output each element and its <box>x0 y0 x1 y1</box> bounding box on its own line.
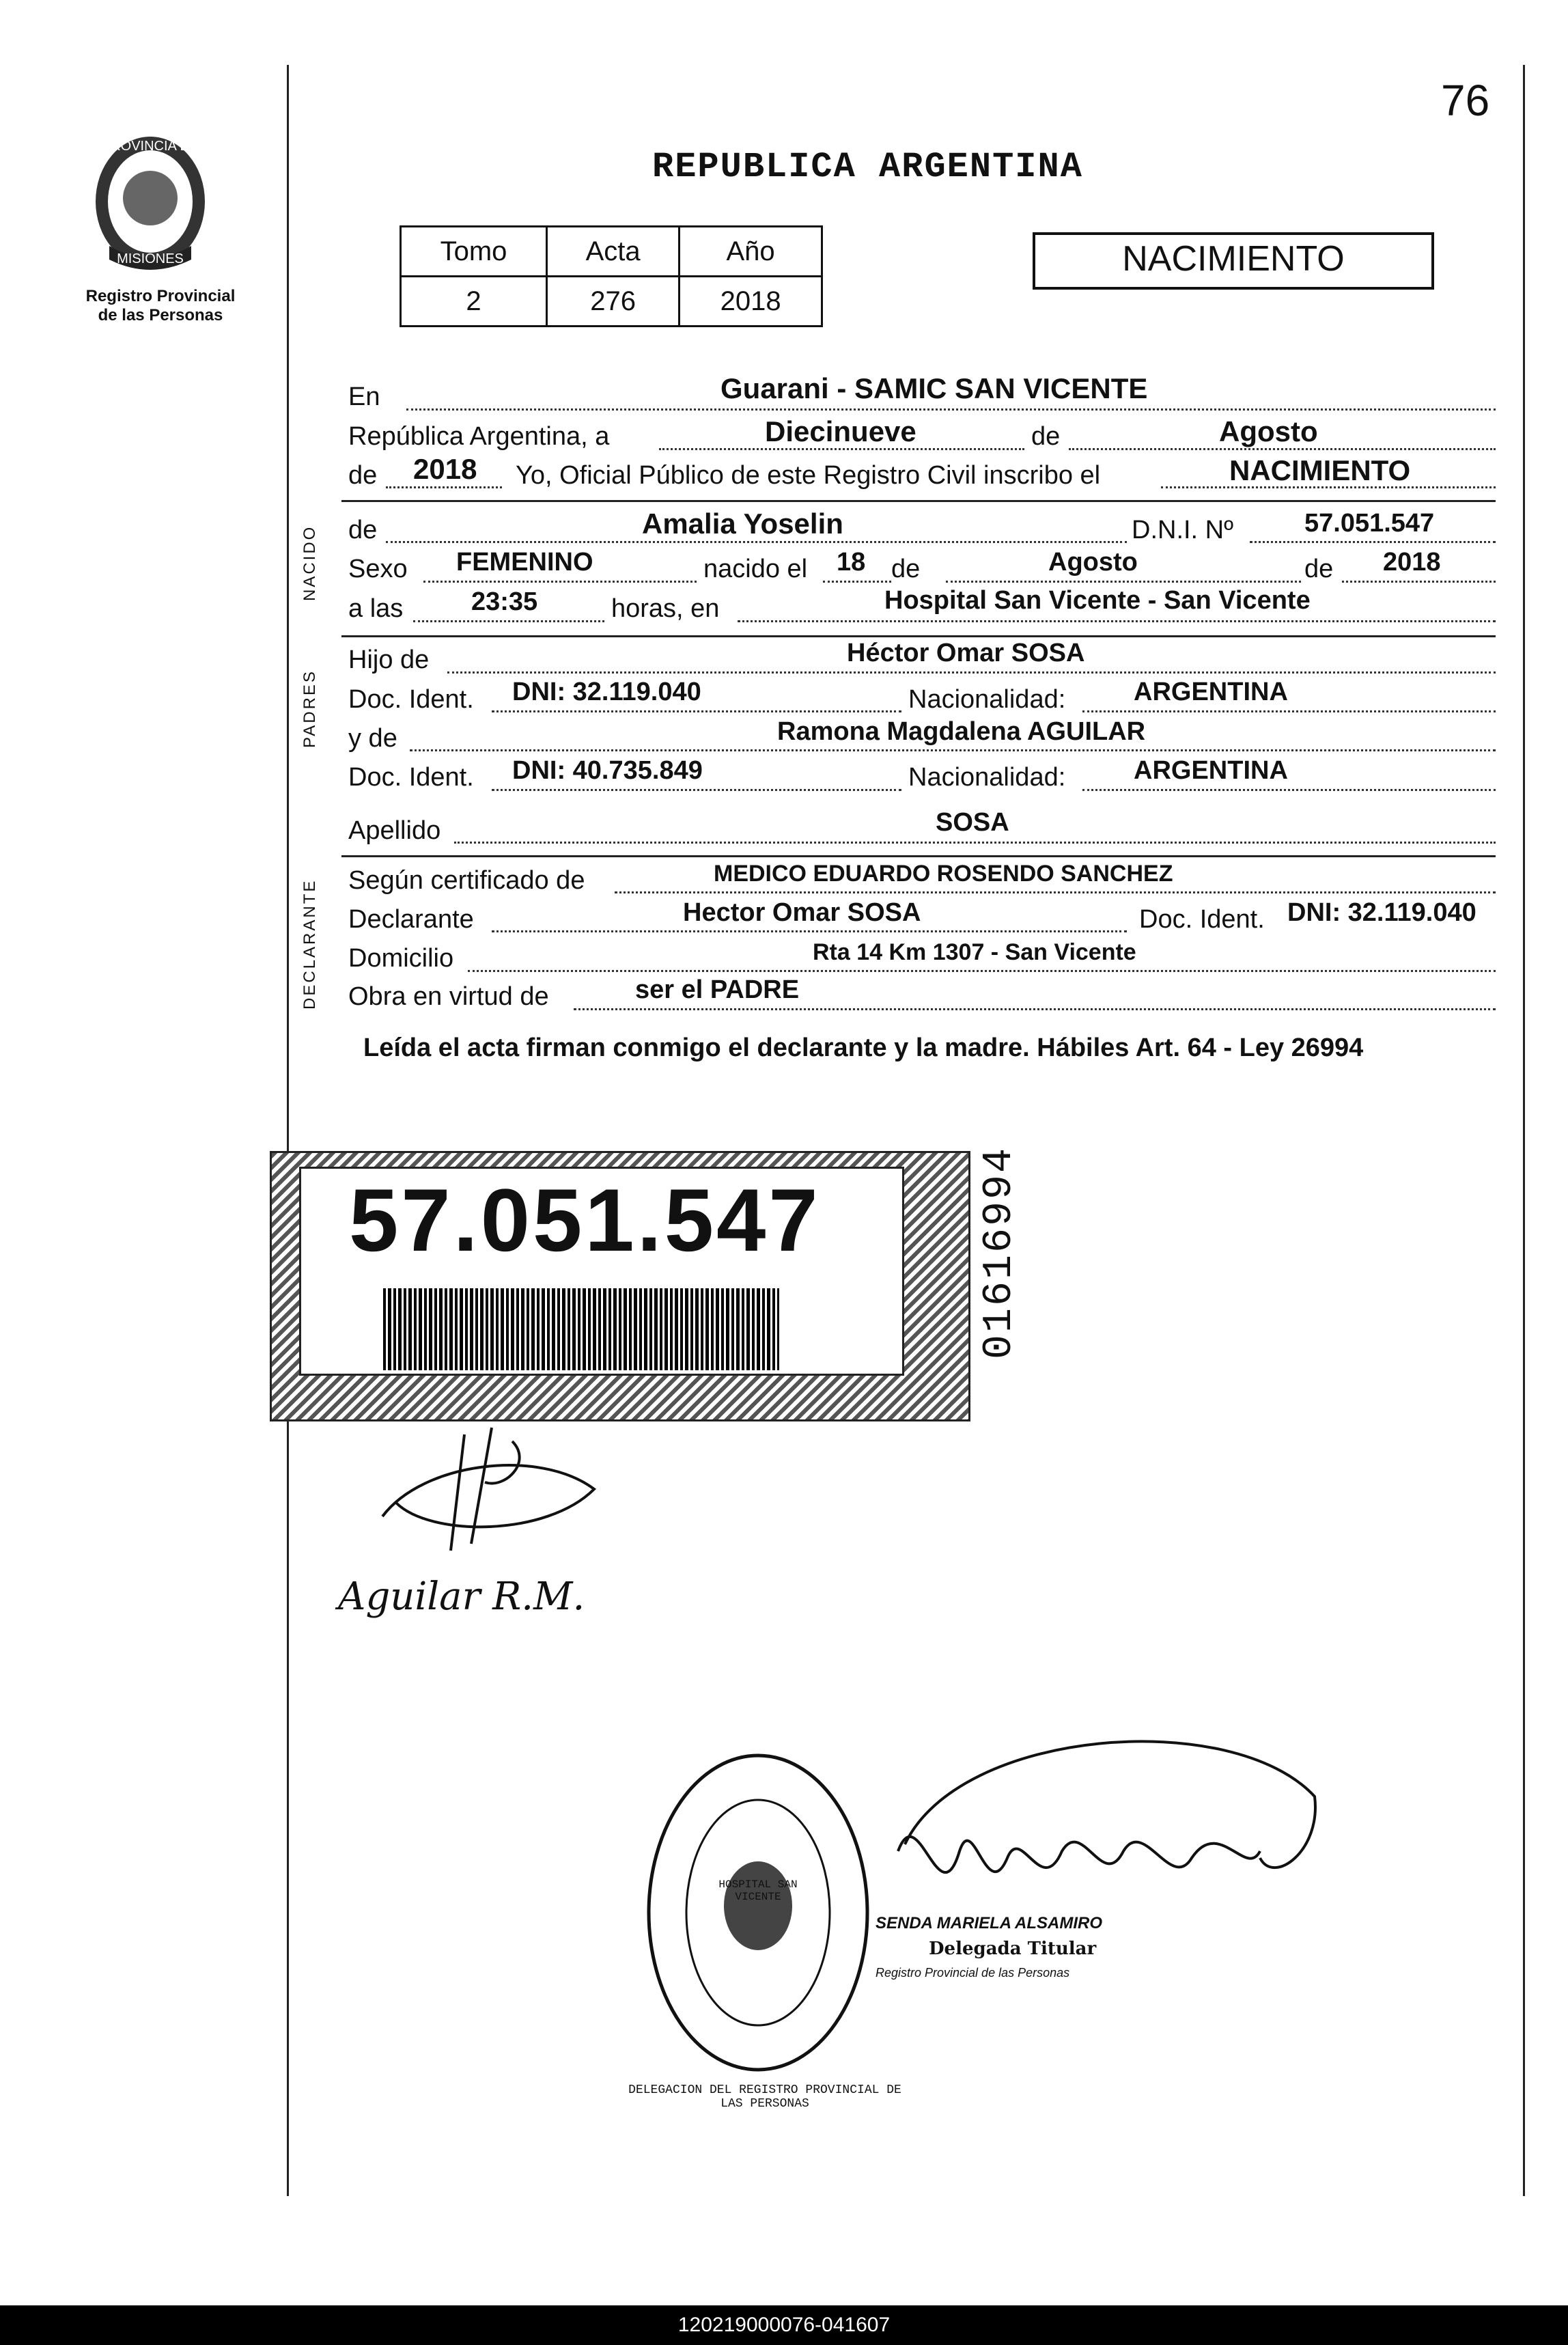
nacido-label: nacido el <box>703 555 808 583</box>
officer-role: Delegada Titular <box>929 1939 1097 1959</box>
nacionalidad2-label: Nacionalidad: <box>908 763 1066 792</box>
declarante-doc-value: DNI: 32.119.040 <box>1287 898 1476 927</box>
margin-line-left <box>287 65 289 2196</box>
nac-anio-value: 2018 <box>1383 548 1441 577</box>
header-acta: Acta <box>547 227 680 277</box>
hora-dots <box>413 620 604 622</box>
mother-signature-name: Aguilar R.M. <box>338 1574 585 1619</box>
dia-value: Diecinueve <box>765 415 916 447</box>
registry-label-line1: Registro Provincial <box>85 287 236 305</box>
officer-name: SENDA MARIELA ALSAMIRO <box>876 1914 1102 1932</box>
dni-value: 57.051.547 <box>1304 509 1435 538</box>
sticker-serial: 01616994 <box>977 1146 1023 1359</box>
nac-dia-dots <box>823 581 891 583</box>
horas-label: horas, en <box>611 594 720 623</box>
barcode-label <box>299 1167 904 1376</box>
stamp-inner-text: HOSPITAL SAN VICENTE <box>718 1878 798 1903</box>
padre-doc-dots <box>492 710 901 712</box>
madre-doc-dots <box>492 789 901 791</box>
docid3-label: Doc. Ident. <box>1139 905 1265 934</box>
declarante-dots <box>492 930 1127 932</box>
domicilio-dots <box>468 970 1496 972</box>
header-tomo: Tomo <box>401 227 547 277</box>
mes-dots <box>1069 448 1496 450</box>
officer-signature <box>878 1715 1328 1940</box>
nacionalidad-label: Nacionalidad: <box>908 685 1066 714</box>
declarante-label: Declarante <box>348 905 474 934</box>
padre-doc-value: DNI: 32.119.040 <box>512 678 701 706</box>
sticker-number: 57.051.547 <box>349 1170 821 1270</box>
dni-barcode-sticker <box>270 1151 970 1421</box>
de5-label: de <box>1304 555 1334 583</box>
nombre-value: Amalia Yoselin <box>642 508 843 540</box>
section-label-padres: PADRES <box>300 669 319 748</box>
inscribo-value: NACIMIENTO <box>1229 454 1411 486</box>
registry-label-line2: de las Personas <box>98 306 223 324</box>
madre-value: Ramona Magdalena AGUILAR <box>777 717 1146 746</box>
officer-office: Registro Provincial de las Personas <box>876 1966 1070 1980</box>
apellido-dots <box>454 842 1496 844</box>
province-seal-logo <box>82 123 219 280</box>
lugar-dots <box>738 620 1496 622</box>
document-title: REPUBLICA ARGENTINA <box>652 147 1083 187</box>
obra-dots <box>574 1008 1496 1010</box>
domicilio-value: Rta 14 Km 1307 - San Vicente <box>813 939 1136 965</box>
padre-dots <box>447 671 1496 674</box>
anio-dots <box>386 486 502 488</box>
certificado-value: MEDICO EDUARDO ROSENDO SANCHEZ <box>714 861 1173 887</box>
padre-nac-dots <box>1082 710 1496 712</box>
madre-nac-dots <box>1082 789 1496 791</box>
value-anio: 2018 <box>680 277 822 327</box>
padre-nac-value: ARGENTINA <box>1134 678 1288 706</box>
section-rule-3 <box>341 855 1496 857</box>
domicilio-label: Domicilio <box>348 944 454 973</box>
dni-label: D.N.I. Nº <box>1132 516 1233 544</box>
de2-label: de <box>348 461 378 490</box>
header-anio: Año <box>680 227 822 277</box>
nac-anio-dots <box>1342 581 1496 583</box>
madre-nac-value: ARGENTINA <box>1134 756 1288 785</box>
declarante-value: Hector Omar SOSA <box>683 898 921 927</box>
nac-mes-dots <box>946 581 1301 583</box>
apellido-value: SOSA <box>936 808 1009 837</box>
docid-label: Doc. Ident. <box>348 685 474 714</box>
obra-value: ser el PADRE <box>635 975 800 1004</box>
en-dots <box>406 408 1496 411</box>
sexo-value: FEMENINO <box>456 548 593 577</box>
apellido-label: Apellido <box>348 816 441 845</box>
section-rule-2 <box>341 635 1496 637</box>
margin-line-right <box>1523 65 1525 2196</box>
declarant-signature <box>369 1421 628 1557</box>
hora-value: 23:35 <box>471 587 538 616</box>
section-rule-1 <box>341 500 1496 502</box>
mes-value: Agosto <box>1219 415 1318 447</box>
en-label: En <box>348 383 380 411</box>
sexo-label: Sexo <box>348 555 408 583</box>
anio-value: 2018 <box>413 453 477 485</box>
record-type-box: NACIMIENTO <box>1033 232 1434 290</box>
official-stamp <box>645 1752 871 2073</box>
lugar-value: Hospital San Vicente - San Vicente <box>884 586 1311 615</box>
section-label-declarante: DECLARANTE <box>300 878 319 1010</box>
docid2-label: Doc. Ident. <box>348 763 474 792</box>
dia-dots <box>659 448 1024 450</box>
register-table <box>400 225 823 327</box>
yo-text: Yo, Oficial Público de este Registro Civil inscribo el <box>516 461 1101 490</box>
de4-label: de <box>891 555 921 583</box>
nac-dia-value: 18 <box>837 548 866 577</box>
barcode-bars <box>383 1288 779 1370</box>
yde-label: y de <box>348 724 397 753</box>
page-number: 76 <box>1441 76 1490 125</box>
obra-label: Obra en virtud de <box>348 982 549 1011</box>
hijo-label: Hijo de <box>348 646 430 674</box>
padre-value: Héctor Omar SOSA <box>847 639 1085 667</box>
certificado-dots <box>615 891 1496 893</box>
de-label: de <box>1031 422 1061 451</box>
seal-bottom-text: MISIONES <box>117 251 184 266</box>
nombre-dots <box>386 541 1127 543</box>
value-acta: 276 <box>547 277 680 327</box>
certificado-label: Según certificado de <box>348 866 585 895</box>
nac-mes-value: Agosto <box>1048 548 1138 577</box>
closing-text: Leída el acta firman conmigo el declarante y la madre. Hábiles Art. 64 - Ley 26994 <box>363 1033 1364 1062</box>
dni-dots <box>1250 541 1496 543</box>
footer-code: 120219000076-041607 <box>0 2305 1568 2345</box>
en-value: Guarani - SAMIC SAN VICENTE <box>720 372 1148 404</box>
registry-label <box>61 287 260 325</box>
alas-label: a las <box>348 594 404 623</box>
de3-label: de <box>348 516 378 544</box>
stamp-outer-text: DELEGACION DEL REGISTRO PROVINCIAL DE LAS PERSONAS <box>628 2083 901 2111</box>
republica-label: República Argentina, a <box>348 422 610 451</box>
section-label-nacido: NACIDO <box>300 525 319 601</box>
value-tomo: 2 <box>401 277 547 327</box>
madre-doc-value: DNI: 40.735.849 <box>512 756 703 785</box>
madre-dots <box>410 749 1496 751</box>
sexo-dots <box>423 581 697 583</box>
seal-top-text: PROVINCIA DE <box>101 139 199 154</box>
